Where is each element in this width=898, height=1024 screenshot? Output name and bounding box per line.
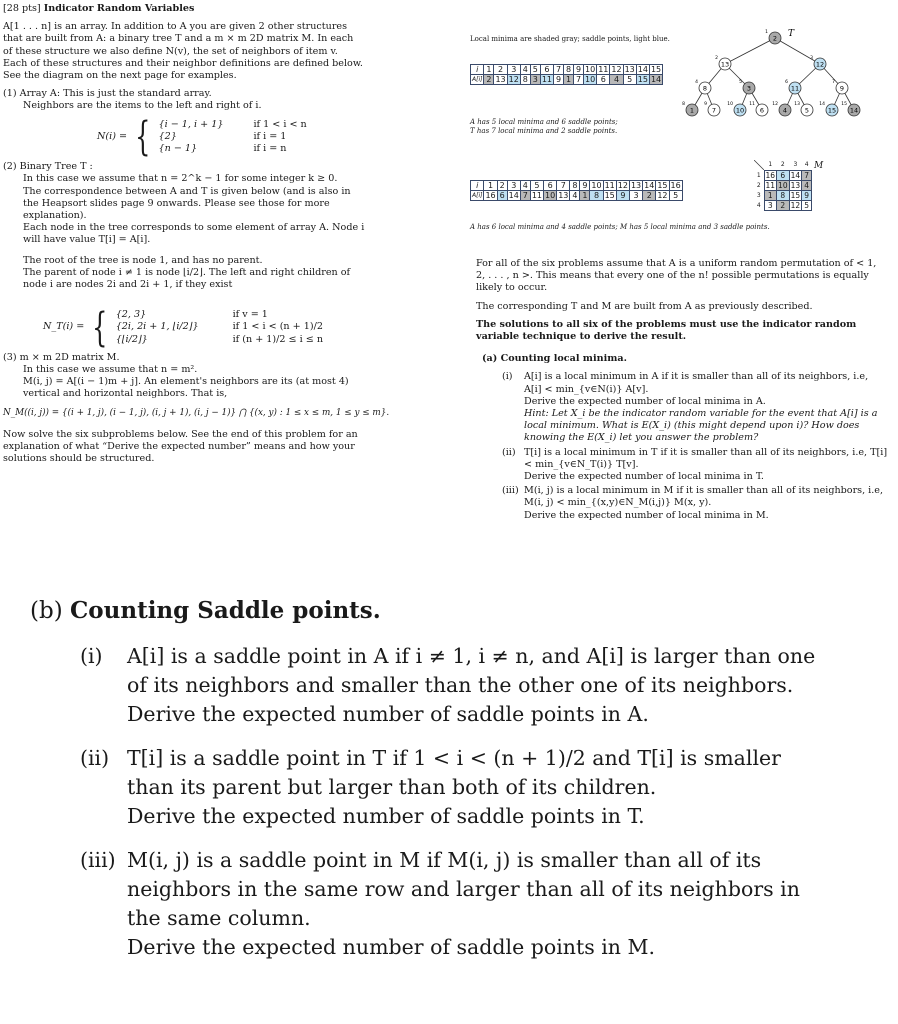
matrix-col-header: 1 bbox=[768, 161, 773, 169]
item-line: Derive the expected number of saddle points in T. bbox=[127, 804, 645, 828]
tree-node-value: 10 bbox=[735, 106, 745, 115]
tree-node-value: 3 bbox=[746, 84, 752, 93]
tree-eq-lhs: N_T(i) = bbox=[43, 321, 85, 333]
array-value-cell: 12 bbox=[508, 75, 519, 84]
array-value-cell: 3 bbox=[530, 75, 540, 85]
tree-node-index: 4 bbox=[695, 80, 698, 85]
figure2-array bbox=[470, 180, 683, 201]
item-line: than its parent but larger than both of its children. bbox=[127, 775, 657, 799]
array-index-cell: 15 bbox=[650, 65, 662, 74]
matrix-row-header: 4 bbox=[756, 201, 761, 209]
array-value-cell: 2 bbox=[643, 191, 656, 201]
matrix-cell: 13 bbox=[790, 180, 801, 190]
matrix-cell: 14 bbox=[790, 170, 801, 180]
index-label: i bbox=[471, 65, 484, 75]
matrix-cell: 3 bbox=[764, 200, 777, 210]
array-index-cell: 10 bbox=[585, 65, 596, 74]
tree-node-value: 8 bbox=[702, 84, 708, 93]
item-label: (i) bbox=[502, 371, 513, 383]
array-index-cell: 2 bbox=[494, 65, 507, 75]
array-value-cell: 11 bbox=[541, 75, 553, 84]
figure1-array bbox=[470, 64, 663, 85]
part-a-heading: (a) Counting local minima. bbox=[482, 353, 627, 365]
tree-node-index: 6 bbox=[785, 80, 788, 85]
array-value-cell: 15 bbox=[604, 191, 615, 200]
tree-p2: The correspondence between A and T is given below (and is also in the Heapsort slides page 9 onwards. Please see those for more explanation). bbox=[23, 185, 351, 222]
array-index-cell: 6 bbox=[540, 65, 553, 75]
array-index-cell: 7 bbox=[554, 65, 564, 75]
item-line: A[i] is a saddle point in A if i ≠ 1, i ≠ n, and A[i] is larger than one bbox=[127, 644, 816, 668]
array-index-cell: 14 bbox=[644, 181, 655, 190]
item-roman: (i) bbox=[80, 644, 103, 668]
case-expr: {⌊i/2⌋} bbox=[115, 333, 148, 345]
tree-node-value: 6 bbox=[759, 106, 765, 115]
tree-node-index: 12 bbox=[772, 102, 778, 107]
matrix-row-header: 3 bbox=[756, 191, 761, 199]
array-index-cell: 1 bbox=[484, 181, 497, 191]
tree-section bbox=[3, 161, 365, 351]
array-table bbox=[470, 64, 663, 85]
matrix-p1: In this case we assume that n = m². bbox=[23, 364, 198, 376]
problem-header bbox=[3, 3, 365, 15]
figure1-caption-top: Local minima are shaded gray; saddle points, light blue. bbox=[470, 35, 670, 43]
tree-node-value: 13 bbox=[720, 60, 730, 69]
right-p2: The corresponding T and M are built from A as previously described. bbox=[476, 300, 813, 312]
array-value-cell: 7 bbox=[574, 75, 584, 85]
tree-node-index: 5 bbox=[739, 80, 742, 85]
figure1-caption-t: T has 7 local minima and 2 saddle points. bbox=[470, 127, 618, 135]
tree-node-value: 4 bbox=[782, 106, 788, 115]
array-index-cell: 13 bbox=[630, 181, 642, 190]
tree-node-value: 14 bbox=[849, 106, 859, 115]
array-value-cell: 14 bbox=[508, 191, 519, 200]
case-cond: if 1 < i < (n + 1)/2 bbox=[232, 321, 323, 333]
array-value-cell: 1 bbox=[580, 191, 590, 201]
array-index-cell: 10 bbox=[591, 181, 602, 190]
index-label: i bbox=[471, 181, 484, 191]
left-closing-paragraph: Now solve the six subproblems below. See the end of this problem for an explanation of what “Derive the expected number” means and how your solutions should be structured. bbox=[3, 428, 358, 465]
matrix-label: M bbox=[814, 161, 824, 171]
array-index-cell: 15 bbox=[657, 181, 668, 190]
value-label: A[i] bbox=[472, 192, 483, 199]
item-line: A[i] is a local minimum in A if it is smaller than all of its neighbors, i.e, A[i] < min_{v∈N(i)} A[v]. bbox=[524, 371, 869, 395]
tree-node-value: 5 bbox=[804, 106, 810, 115]
item-line: of its neighbors and smaller than the other one of its neighbors. bbox=[127, 673, 794, 697]
tree-node-index: 2 bbox=[715, 56, 718, 61]
array-index-cell: 12 bbox=[617, 181, 628, 190]
array-index-cell: 4 bbox=[520, 181, 530, 191]
matrix-cell: 10 bbox=[778, 180, 788, 190]
matrix-cell: 7 bbox=[802, 170, 812, 180]
tree-node-value: 2 bbox=[772, 34, 778, 43]
matrix-cell: 12 bbox=[790, 200, 801, 210]
array-value-cell: 15 bbox=[637, 75, 648, 84]
right-p1: For all of the six problems assume that A is a uniform random permutation of < 1, 2, . . . , n >. This means that every one of the n! possible permutations is equally likely to occur. bbox=[476, 258, 877, 294]
right-p3: The solutions to all six of the problems must use the indicator random variable technique to derive the result. bbox=[476, 318, 857, 343]
tree-node-index: 3 bbox=[810, 56, 813, 61]
case-expr: {2i, 2i + 1, ⌊i/2⌋} bbox=[115, 321, 199, 333]
case-expr: {i − 1, i + 1} bbox=[158, 118, 224, 130]
array-index-cell: 8 bbox=[564, 65, 574, 75]
array-value-cell: 13 bbox=[558, 191, 569, 200]
array-index-cell: 6 bbox=[544, 181, 557, 191]
tree-label: T bbox=[788, 29, 795, 39]
item-line: Derive the expected number of saddle points in M. bbox=[127, 935, 656, 959]
part-a-item-ii bbox=[502, 447, 888, 484]
case-cond: if 1 < i < n bbox=[253, 118, 307, 130]
part-b-title: Counting Saddle points. bbox=[69, 597, 381, 624]
item-roman: (iii) bbox=[80, 848, 116, 872]
item-line: Derive the expected number of local minima in T. bbox=[524, 471, 764, 483]
item-hint: Hint: Let X_i be the indicator random variable for the event that A[i] is a local minimum. What is E(X_i) (this might depend upon i)? How does knowing the E(X_i) let you answer the problem? bbox=[524, 408, 878, 444]
matrix-cell: 8 bbox=[777, 190, 790, 200]
array-index-cell: 7 bbox=[557, 181, 570, 191]
tree-node-value: 7 bbox=[711, 106, 717, 115]
case-expr: {2, 3} bbox=[115, 309, 147, 321]
part-a-items bbox=[476, 371, 888, 521]
case-cond: if i = n bbox=[253, 143, 287, 155]
array-value-cell: 9 bbox=[554, 75, 564, 85]
array-eq-cases bbox=[159, 119, 307, 156]
array-index-cell: 12 bbox=[611, 65, 622, 74]
tree-node-value: 12 bbox=[815, 60, 825, 69]
array-value-cell: 6 bbox=[497, 191, 507, 201]
array-value-cell: 7 bbox=[520, 191, 530, 201]
tree-neighbor-equation bbox=[43, 304, 365, 351]
array-section bbox=[3, 88, 365, 160]
matrix-cell: 15 bbox=[790, 190, 801, 200]
matrix-corner bbox=[754, 160, 764, 170]
array-value-cell: 4 bbox=[570, 191, 580, 201]
item-line: neighbors in the same row and larger than all of its neighbors in bbox=[127, 877, 800, 901]
array-index-cell: 14 bbox=[637, 65, 648, 74]
array-value-cell: 11 bbox=[531, 191, 543, 200]
points-label: [28 pts] bbox=[3, 3, 41, 14]
array-value-cell: 5 bbox=[669, 191, 682, 201]
array-value-cell: 6 bbox=[597, 75, 610, 85]
array-value-cell: 2 bbox=[484, 75, 494, 85]
array-value-cell: 4 bbox=[610, 75, 623, 85]
array-index-cell: 11 bbox=[598, 65, 609, 74]
tree-eq-cases bbox=[116, 309, 323, 346]
matrix-cell: 1 bbox=[764, 190, 777, 200]
array-value-cell: 8 bbox=[590, 191, 603, 201]
matrix-section bbox=[3, 351, 390, 419]
figure2-caption: A has 6 local minima and 4 saddle points; M has 5 local minima and 3 saddle points. bbox=[470, 223, 770, 231]
array-index-cell: 13 bbox=[624, 65, 635, 74]
matrix-row-header: 2 bbox=[756, 181, 761, 189]
tree-node-value: 9 bbox=[839, 84, 845, 93]
array-index-cell: 8 bbox=[570, 181, 580, 191]
tree-node-index: 7 bbox=[832, 80, 835, 85]
array-index-cell: 2 bbox=[497, 181, 507, 191]
array-value-cell: 16 bbox=[485, 191, 496, 200]
matrix-col-header: 4 bbox=[804, 161, 809, 169]
matrix-cell: 9 bbox=[802, 190, 812, 200]
matrix-cell: 4 bbox=[802, 180, 812, 190]
tree-p3: Each node in the tree corresponds to some element of array A. Node i will have value T[i] = A[i]. bbox=[23, 222, 365, 246]
array-index-cell: 3 bbox=[507, 65, 520, 75]
array-index-cell: 1 bbox=[484, 65, 494, 75]
tree-node-index: 10 bbox=[727, 102, 733, 107]
array-value-cell: 5 bbox=[623, 75, 636, 85]
tree-node-index: 8 bbox=[682, 102, 685, 107]
array-index-cell: 11 bbox=[604, 181, 615, 190]
array-value-cell: 9 bbox=[616, 191, 629, 201]
part-a-item-iii bbox=[502, 485, 888, 522]
problem-title: Indicator Random Variables bbox=[43, 3, 195, 14]
left-column bbox=[3, 3, 390, 472]
part-b-heading bbox=[30, 596, 381, 626]
array-value-cell: 8 bbox=[520, 75, 530, 85]
matrix-cell: 11 bbox=[765, 180, 776, 190]
array-index-cell: 9 bbox=[580, 181, 590, 191]
right-column bbox=[476, 258, 888, 524]
binary-tree-diagram bbox=[670, 24, 896, 124]
item-line: Derive the expected number of saddle points in A. bbox=[127, 702, 649, 726]
intro-paragraph: A[1 . . . n] is an array. In addition to A you are given 2 other structures that are built from A: a binary tree T and a m × m 2D matrix M. In each of these structure we also define N(v), the set of neighbors of item v. Each of these structures and their neighbor definitions are defined below. See the diagram on the next page for examples. bbox=[3, 21, 363, 82]
tree-node-index: 9 bbox=[704, 102, 707, 107]
tree-p5: The parent of node i ≠ 1 is node ⌊i/2⌋. The left and right children of node i are nodes 2i and 2i + 1, if they exist bbox=[23, 266, 351, 291]
matrix-col-header: 2 bbox=[780, 161, 785, 169]
array-table bbox=[470, 180, 683, 201]
item-label: (ii) bbox=[502, 446, 516, 458]
tree-p1: In this case we assume that n = 2^k − 1 for some integer k ≥ 0. bbox=[23, 173, 338, 185]
array-label: (1) Array A: This is just the standard array. bbox=[3, 88, 212, 100]
matrix-table bbox=[754, 160, 812, 211]
case-expr: {n − 1} bbox=[158, 143, 198, 155]
item-line: Derive the expected number of local minima in M. bbox=[524, 509, 769, 521]
array-value-cell: 14 bbox=[650, 75, 662, 84]
array-value-cell: 3 bbox=[629, 191, 642, 201]
case-cond: if v = 1 bbox=[232, 309, 268, 321]
array-value-cell: 1 bbox=[564, 75, 574, 85]
item-line: M(i, j) is a saddle point in M if M(i, j) is smaller than all of its bbox=[127, 848, 762, 872]
tree-node-value: 1 bbox=[689, 106, 695, 115]
part-b-label: (b) bbox=[30, 598, 63, 624]
matrix-col-header: 3 bbox=[793, 161, 798, 169]
matrix-row-header: 1 bbox=[756, 171, 761, 179]
array-eq-lhs: N(i) = bbox=[97, 130, 128, 142]
case-cond: if (n + 1)/2 ≤ i ≤ n bbox=[232, 333, 324, 345]
array-index-cell: 5 bbox=[530, 65, 540, 75]
tree-node-value: 11 bbox=[790, 84, 800, 93]
brace-icon: { bbox=[135, 113, 151, 160]
tree-node-index: 13 bbox=[794, 102, 800, 107]
matrix-neighbor-equation: N_M((i, j)) = {(i + 1, j), (i − 1, j), (i, j + 1), (i, j − 1)} ⋂ {(x, y) : 1 ≤ x ≤ m, 1 ≤ y ≤ m}. bbox=[3, 407, 390, 418]
matrix-cell: 6 bbox=[777, 170, 790, 180]
array-neighbor-equation bbox=[97, 113, 365, 160]
tree-node-index: 15 bbox=[841, 102, 847, 107]
brace-icon: { bbox=[92, 304, 108, 351]
item-line: Derive the expected number of local minima in A. bbox=[524, 395, 766, 407]
case-expr: {2} bbox=[158, 130, 177, 142]
part-a-item-i bbox=[502, 371, 888, 444]
item-line: T[i] is a saddle point in T if 1 < i < (n + 1)/2 and T[i] is smaller bbox=[127, 746, 781, 770]
tree-node-value: 15 bbox=[827, 106, 837, 115]
item-line: T[i] is a local minimum in T if it is smaller than all of its neighbors, i.e, T[i] < min_{v∈N_T(i)} T[v]. bbox=[524, 446, 888, 470]
array-index-cell: 16 bbox=[670, 181, 681, 190]
matrix-cell: 16 bbox=[765, 170, 776, 180]
array-index-cell: 5 bbox=[530, 181, 543, 191]
array-index-cell: 9 bbox=[574, 65, 584, 75]
array-value-cell: 13 bbox=[495, 75, 506, 84]
array-index-cell: 4 bbox=[520, 65, 530, 75]
tree-node-index: 1 bbox=[765, 30, 768, 35]
item-label: (iii) bbox=[502, 485, 519, 497]
matrix-p2: M(i, j) = A[(i − 1)m + j]. An element's neighbors are its (at most 4) vertical and horizontal neighbors. That is, bbox=[23, 376, 349, 400]
item-line: the same column. bbox=[127, 906, 311, 930]
item-roman: (ii) bbox=[80, 746, 110, 770]
array-value-cell: 12 bbox=[657, 191, 668, 200]
value-label: A[i] bbox=[472, 76, 483, 83]
item-line: M(i, j) is a local minimum in M if it is smaller than all of its neighbors, i.e, M(i, j) < min_{(x,y)∈N_M(i,j)} M(x, y). bbox=[524, 485, 884, 509]
tree-label: (2) Binary Tree T : bbox=[3, 161, 93, 173]
tree-node-index: 14 bbox=[819, 102, 825, 107]
array-text: Neighbors are the items to the left and right of i. bbox=[23, 100, 262, 112]
matrix-cell: 5 bbox=[802, 200, 812, 210]
figure1-caption-a: A has 5 local minima and 6 saddle points; bbox=[470, 118, 618, 126]
tree-p4: The root of the tree is node 1, and has no parent. bbox=[23, 254, 263, 266]
case-cond: if i = 1 bbox=[253, 130, 287, 142]
tree-node-index: 11 bbox=[749, 102, 755, 107]
matrix-cell: 2 bbox=[777, 200, 790, 210]
array-value-cell: 10 bbox=[545, 191, 556, 200]
matrix-label: (3) m × m 2D matrix M. bbox=[3, 351, 120, 363]
array-value-cell: 10 bbox=[585, 75, 596, 84]
array-index-cell: 3 bbox=[507, 181, 520, 191]
